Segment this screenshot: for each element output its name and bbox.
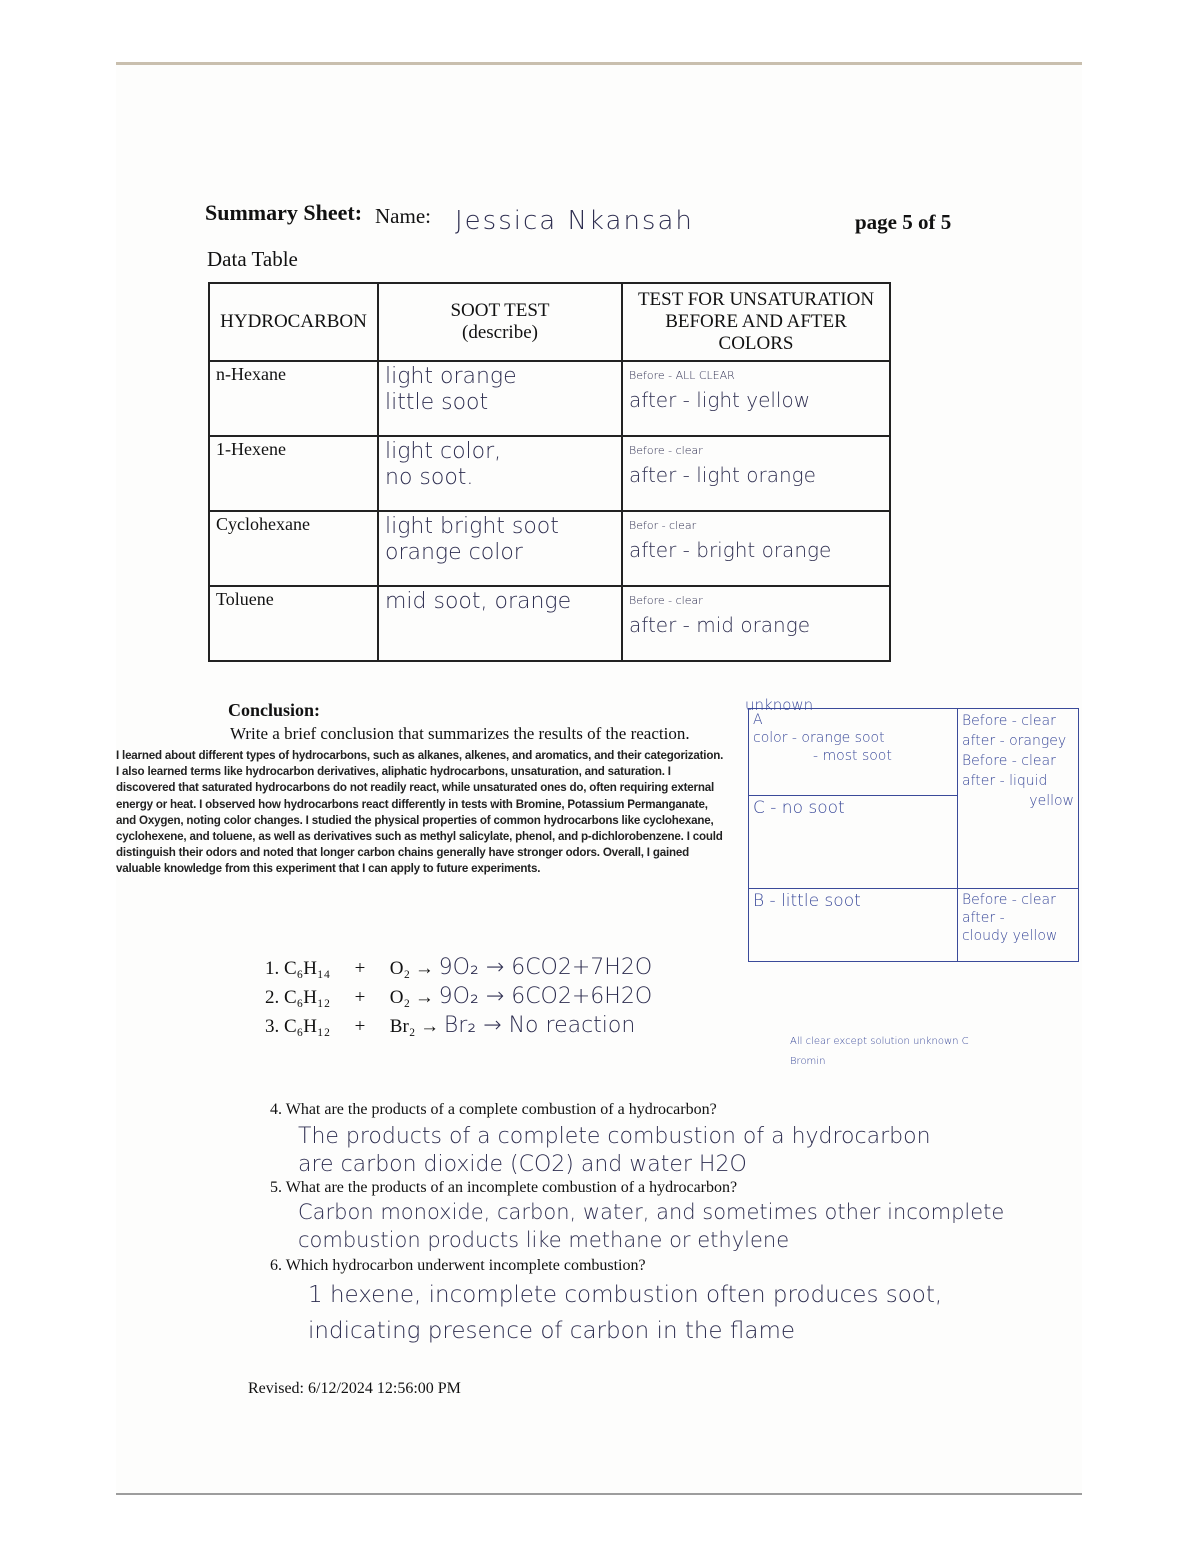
hydrocarbon-name: n-Hexane (209, 361, 378, 436)
table-row (209, 436, 890, 511)
conclusion-prompt: Write a brief conclusion that summarizes the results of the reaction. (230, 724, 690, 743)
conclusion-heading: Conclusion: (228, 700, 321, 720)
data-table-label: Data Table (207, 247, 298, 271)
page-number: page 5 of 5 (855, 210, 952, 234)
answer-6-line2: indicating presence of carbon in the flame (308, 1318, 796, 1344)
revised-date: Revised: 6/12/2024 12:56:00 PM (248, 1380, 461, 1397)
unknown-b-cell: B - little soot (749, 889, 958, 962)
header-soot-test: SOOT TEST (describe) (378, 283, 622, 361)
table-row (749, 889, 1079, 962)
unknown-c-cell: C - no soot (749, 796, 958, 889)
hydrocarbon-name: Cyclohexane (209, 511, 378, 586)
summary-sheet-title: Summary Sheet: (205, 200, 363, 225)
table-row (209, 511, 890, 586)
answer-5-line2: combustion products like methane or ethylene (298, 1228, 790, 1252)
unknown-label: unknown (745, 696, 814, 714)
unknown-ac-results: Before - clear after - orangey Before - clear after - liquid yellow (958, 709, 1079, 889)
unsaturation-cell: Before - clear after - light orange (622, 436, 890, 511)
table-header-row (209, 283, 890, 361)
student-name: Jessica Nkansah (455, 206, 694, 236)
question-5: 5. What are the products of an incomplete combustion of a hydrocarbon? (270, 1179, 738, 1196)
answer-6-line1: 1 hexene, incomplete combustion often produces soot, (308, 1282, 943, 1308)
unsaturation-cell: Before - ALL CLEAR after - light yellow (622, 361, 890, 436)
side-note: All clear except solution unknown C Bromin (790, 1036, 969, 1067)
header-hydrocarbon: HYDROCARBON (209, 283, 378, 361)
answer-4-line1: The products of a complete combustion of a hydrocarbon (298, 1124, 931, 1149)
equation-1: 1. C₆H₁₄ + O₂ → 9O₂ → 6CO2+7H2O (265, 955, 653, 980)
conclusion-text: I learned about different types of hydrocarbons, such as alkanes, alkenes, and aromatics, and their categorization. I also learned terms like hydrocarbon derivatives, aliphatic hydrocarbons, unsaturation, and saturation. I discovered that saturated hydrocarbons do not readily react, while unsaturated ones do, often requiring external energy or heat. I observed how hydrocarbons react differently in tests with Bromine, Potassium Permanganate, and Oxygen, noting color changes. I studied the physical properties of common hydrocarbons like cyclohexane, cyclohexene, and toluene, as well as derivatives such as methyl salicylate, phenol, and p-dichlorobenzene. I could distinguish their odors and noted that longer carbon chains generally have stronger odors. Overall, I gained valuable knowledge from this experiment that I can apply to future experiments. (116, 749, 724, 876)
header-unsaturation: TEST FOR UNSATURATION BEFORE AND AFTER COLORS (622, 283, 890, 361)
data-table (208, 282, 891, 662)
soot-cell: mid soot, orange (378, 586, 622, 661)
hydrocarbon-name: 1-Hexene (209, 436, 378, 511)
table-row (209, 361, 890, 436)
table-row (209, 586, 890, 661)
answer-5-line1: Carbon monoxide, carbon, water, and sometimes other incomplete (298, 1200, 1005, 1224)
equation-2: 2. C₆H₁₂ + O₂ → 9O₂ → 6CO2+6H2O (265, 984, 653, 1009)
unknown-table (748, 708, 1079, 962)
answer-4-line2: are carbon dioxide (CO2) and water H2O (298, 1152, 747, 1177)
equation-3: 3. C₆H₁₂ + Br₂ → Br₂ → No reaction (265, 1013, 636, 1038)
soot-cell: light bright soot orange color (378, 511, 622, 586)
question-6: 6. Which hydrocarbon underwent incomplete combustion? (270, 1257, 646, 1274)
table-row (749, 709, 1079, 796)
unsaturation-cell: Before - clear after - mid orange (622, 586, 890, 661)
hydrocarbon-name: Toluene (209, 586, 378, 661)
soot-cell: light orange little soot (378, 361, 622, 436)
soot-cell: light color, no soot. (378, 436, 622, 511)
name-label: Name: (375, 204, 431, 228)
unknown-a-cell: A color - orange soot - most soot (749, 709, 958, 796)
unsaturation-cell: Befor - clear after - bright orange (622, 511, 890, 586)
unknown-b-results: Before - clear after - cloudy yellow (958, 889, 1079, 962)
question-4: 4. What are the products of a complete combustion of a hydrocarbon? (270, 1101, 717, 1118)
